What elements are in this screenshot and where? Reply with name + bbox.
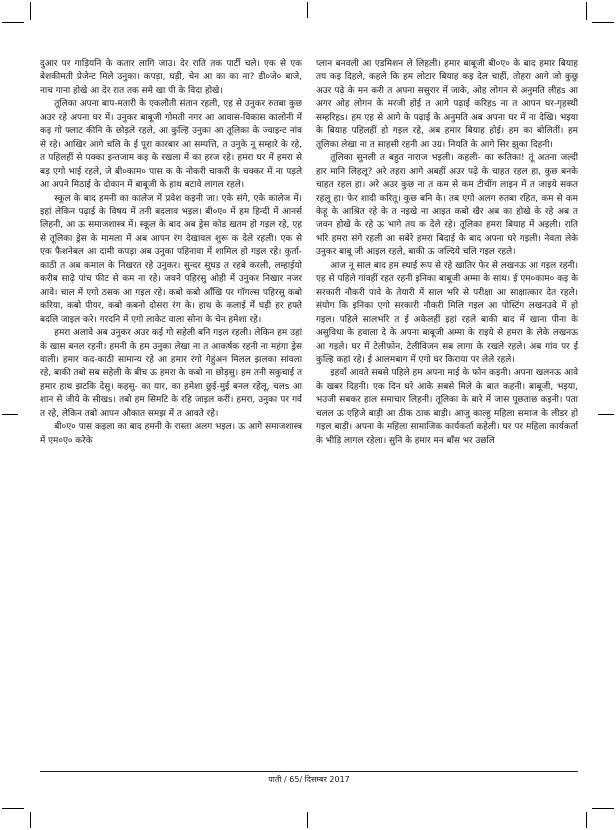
- crop-mark-top-right-h: [592, 22, 614, 23]
- paragraph: तूलिका सुनली त बहुत नाराज भइली। कहली- का रूतिका! तूं अतना जल्दी हार मानि लिहलू? अरे तहरा आगे अबहीं अउर पढ़े के चाहत रहल हा, कुछ बनके चाहत रहल हा। अरे अउर कुछ ना त कम से कम टीचींग लाइन में त जाइये सकत रहलू हा। फेर शादी करितू। कुछ बनि के। तब एगो अलग रुतबा रहित, कम से कम केहू के आश्रित रहे के त नइखे ना आइत कबो खैर अब का होखे के रहे अब त जवन होखे के रहे ऊ भागे तय क देले रहे। तूलिका हमरा बियाह में अइली। राति भरि हमरा संगे रहली आ सबेरे हमरा बिदाई के बाद अपना घरे गइली। नेवता लेके उनुकर बाबू जी आइल रहले, बाकी ऊ जल्दिये चलि गइल रहले।: [316, 153, 578, 258]
- paragraph: स्कूल के बाद हमनी का कालेज में प्रवेश कइनी जा। एके संगे, एके कालेज में। इहां लेकिन पढ़ाई के विषय में तनी बदलाव भइल। बी०ए० में हम हिन्दी में आनर्स लिहनी, आ ऊ समाजशास्त्र में। स्कूल के बाद अब ड्रेस कोड खतम हो गइल रहे, एह से तूलिका ड्रेस के मामला में अब आपन रंग देखावल शुरू क देले रहली। एक से एक फैशनेबल आ दामी कपड़ा अब उनुका पहिनावा में शामिल हो गइल रहे। कुर्ता-काठी त अब कमाल के निखरत रहे उनुकर। सुन्दर सुघड़ त रहबे करली, लम्हाई़यो करीब साढ़े पांच फीट से कम ना रहे। जवने पहिरसु ओही में उनुकर निखार नजर आवे। चाल में एगो ठसक आ गइल रहे। कबो कबो आँखि पर गॉगल्स पहिरसु कबो करिया, कबो पीयर, कबो कबनो दोसरा रंग के। हाथ के कलाई में घड़ी हर हफ्ते बदलि जाइल करे। गरदनि में एगो लाकेट वाला सोना के चेन हमेशा रहे।: [40, 193, 302, 325]
- crop-mark-mid-right: [598, 414, 614, 415]
- paragraph: इहवाँ आवते सबसे पहिले हम अपना माई के फोन कइनी। अपना खलनऊ आवे के खबर दिहनी। एक दिन घरे आके सबसे मिले के बात कहनी। बाबूजी, भइया, भउजी सबकर हाल समाचार लिहनी। तूलिका के बारे में जास पूछताछ कइनी। पता चलल ऊ एहिजे बाड़ी आ ठीक ठाक बाड़ी। आजु काल्हु महिला समाज के लीडर हो गइल बाड़ी। अपना के महिला सामाजिक कार्यकर्ता कहेली। घर पर महिला कार्यकर्ता के भीड़ि लागल रहेला। सुनि के हमार मन बाँस भर उछलि: [316, 368, 578, 446]
- crop-mark-bottom-center: [307, 812, 308, 828]
- crop-mark-top-right-v: [586, 2, 587, 20]
- paragraph: हमरा अलावे अब उनुकर अउर कई गो सहेली बनि गइल रहली। लेकिन हम उहां के खास बनल रहनी। हमनी के हम उनुका लेखा ना त आकर्षक रहनी ना महंगा ड्रेस वाली। हमार कद-काठी सामान्य रहे आ हमार रंगो गेहुंअन मिलल झलका सांवला रहे, बाकी तबो सब सहेली के बीच ऊ हमरा के कबो ना छोड़सु। हम तनी सकुचाई त हमार हाथ झटकि देसु। कहसु- का यार, का हमेशा छुई-मुई बनल रहेलू, चलs आ शान से जीये के सीखs। तबो हम सिमटि के रहि जाइल करीं। हमरा, उनुका पर गर्व त रहे, लेकिन तबो आपन औकात समझ में त आवते रहे।: [40, 328, 302, 419]
- page-footer: [40, 771, 578, 785]
- crop-mark-top-left-v: [30, 2, 31, 20]
- left-text-column: [40, 58, 302, 758]
- crop-mark-bottom-left-h: [2, 808, 24, 809]
- paragraph: बी०ए० पास कइला का बाद हमनी के रास्ता अलग भइल। ऊ आगे समाजशास्त्र में एम०ए० करेके: [40, 422, 302, 446]
- crop-mark-bottom-right-h: [592, 808, 614, 809]
- right-text-column: [316, 58, 578, 758]
- footer-text: पाती / 65/ दिसम्बर 2017: [268, 775, 350, 784]
- paragraph: दुआर पर गाड़ियनि के कतार लागि जाउ। देर राति तक पार्टी चले। एक से एक बेशकीमती प्रेजेन्ट मिले उनुका। कपड़ा, घड़ी, चेन आ का का ना? डी०जे० बाजे, नाच गाना होखे आ देर रात तक समे खा पी के विदा होखे।: [40, 59, 302, 96]
- crop-mark-bottom-left-v: [30, 812, 31, 828]
- paragraph: तूलिका अपना बाप-मतारी के एकलौती संतान रहली, एह से उनुकर रुतबा कुछ अउर रहे अपना घर में। उनुकर बाबूजी गोमती नगर आ आवास-विकास कालोनी में कइ गो फ्लाट कीनि के छोड़ले रहले, आ कुल्हि उनुका आ तूलिका के ज्वाइन्ट नांव से रहे। आखिर आगे चलि के ई पूरा कारबार आ सम्पत्ति, त उनुके नू सम्हारे के रहे, त पहिलहीं से पक्का इन्तजाम कइ के रखला में का हरज रहे। हमरा घर में हमरा से बड़ एगो भाई रहले, जे बी०काम० पास क के नोकरी चाकरी के चक्कर में ना पड़ले आ अपने मिठाई के दोकान में बाबूजी के हाथ बटावे लागल रहले।: [40, 99, 302, 191]
- crop-mark-top-left-h: [2, 22, 24, 23]
- paragraph: आज नू साल बाद हम स्थाई रूप से रहे खातिर फेर से लखनऊ आ गइल रहनी। एह से पहिले गांवहीं रहत रहनी इनिका बाबूजी अम्मा के साथ। ई एम०काम० कइ के सरकारी नौकरी पावे के तेयारी में साल भरि से परीक्षा आ साक्षात्कार देत रहले। संयोग कि इनिका एगो सरकारी नौकरी मिलि गइल आ पोस्टिंग लखनउवे में हो गइल। पहिले सालभरि त ई अकेलहीं इहां रहले बाकी बाद में खाना पीना के असुविधा के हवाला दे के अपना बाबूजी अम्मा के राइये से हमरा के लेके लखनऊ आ गइले। घर में टेलीफोन, टेलीविजन सब लागा के रखले रहले। अब गांव पर ई कुल्हि कहां रहे। ई आलमबाग में एगो घर किराया पर लेले रहले।: [316, 260, 578, 365]
- paragraph: प्लान बनवली आ एडमिशन ले लिहली। हमार बाबूजी बी०ए० के बाद हमार बियाह तय कइ दिहले, कहले कि हम लोटार बियाह कइ देल चाहीं, तोहरा आगे जो कुछु अउर पढ़े के मन करी त अपना ससुरार में जाके, ओह लोगन से अनुमति लीहs आ अगर ओह लोगन के मरजी होई त आगे पढ़ाई करिहs ना त आपन घर-गृहस्थी सम्हरिहs। हम एह से आगे के पढ़ाई के अनुमति अब अपना घर में ना देखि। भइया के बियाह पहिलहीं हो गइल रहे, अब हमार बियाह होई। हम का बोलितीं। हम तूलिका लेखा ना त साहसी रहनी आ उग्र। नियति के आगे सिर झुका दिहनी।: [316, 59, 578, 150]
- crop-mark-mid-left: [2, 414, 18, 415]
- crop-mark-bottom-right-v: [586, 812, 587, 828]
- crop-mark-top-center: [307, 2, 308, 18]
